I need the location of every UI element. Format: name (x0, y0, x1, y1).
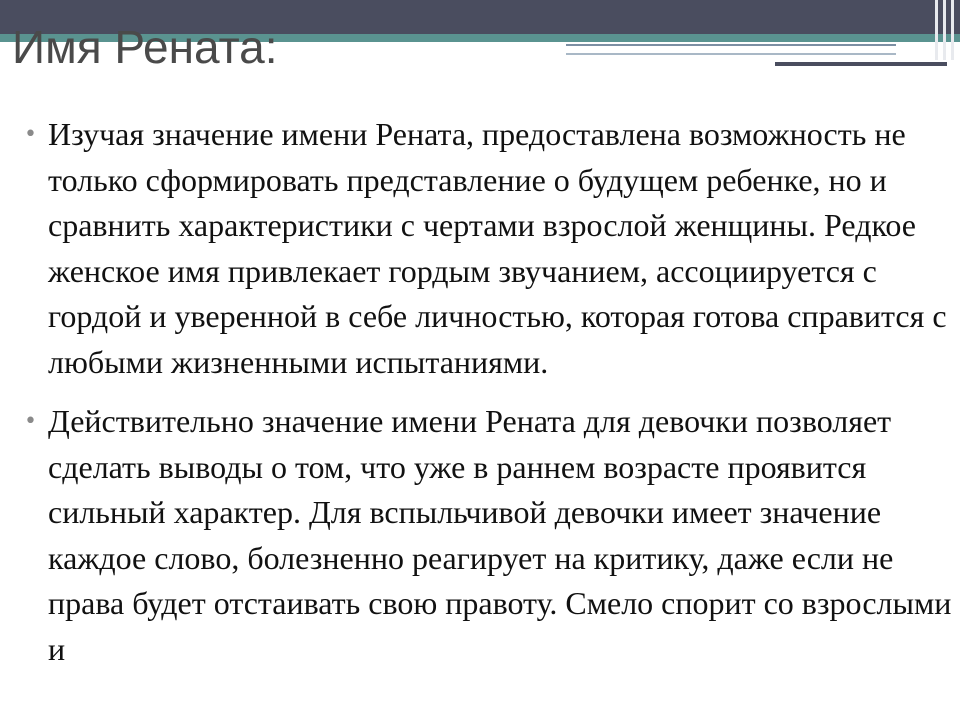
decorative-line (775, 62, 947, 66)
bullet-icon: • (24, 409, 37, 434)
bullet-item (20, 399, 955, 672)
bullet-icon: • (24, 122, 37, 147)
bullet-item (20, 112, 955, 385)
bullet-text: Изучая значение имени Рената, предоставлена возможность не только сформировать представление о будущем ребенке, но и сравнить характеристики с чертами взрослой женщины. Редкое женское имя привлекает гордым звучанием, ассоциируется с гордой и уверенной в себе личностью, которая готова справится с любыми жизненными испытаниями. (48, 116, 947, 380)
decorative-bar (943, 0, 946, 60)
decorative-bar (935, 0, 938, 60)
slide-body (20, 112, 955, 686)
slide-title: Имя Рената: (12, 21, 278, 73)
bullet-text: Действительно значение имени Рената для девочки позволяет сделать выводы о том, что уже в раннем возрасте проявится сильный характер. Для вспыльчивой девочки имеет значение каждое слово, болезненно реагирует на критику, даже если не права будет отстаивать свою правоту. Смело спорит со взрослыми и (48, 403, 952, 667)
decorative-line (566, 44, 896, 46)
decorative-line (566, 53, 896, 55)
decorative-bar (951, 0, 954, 60)
